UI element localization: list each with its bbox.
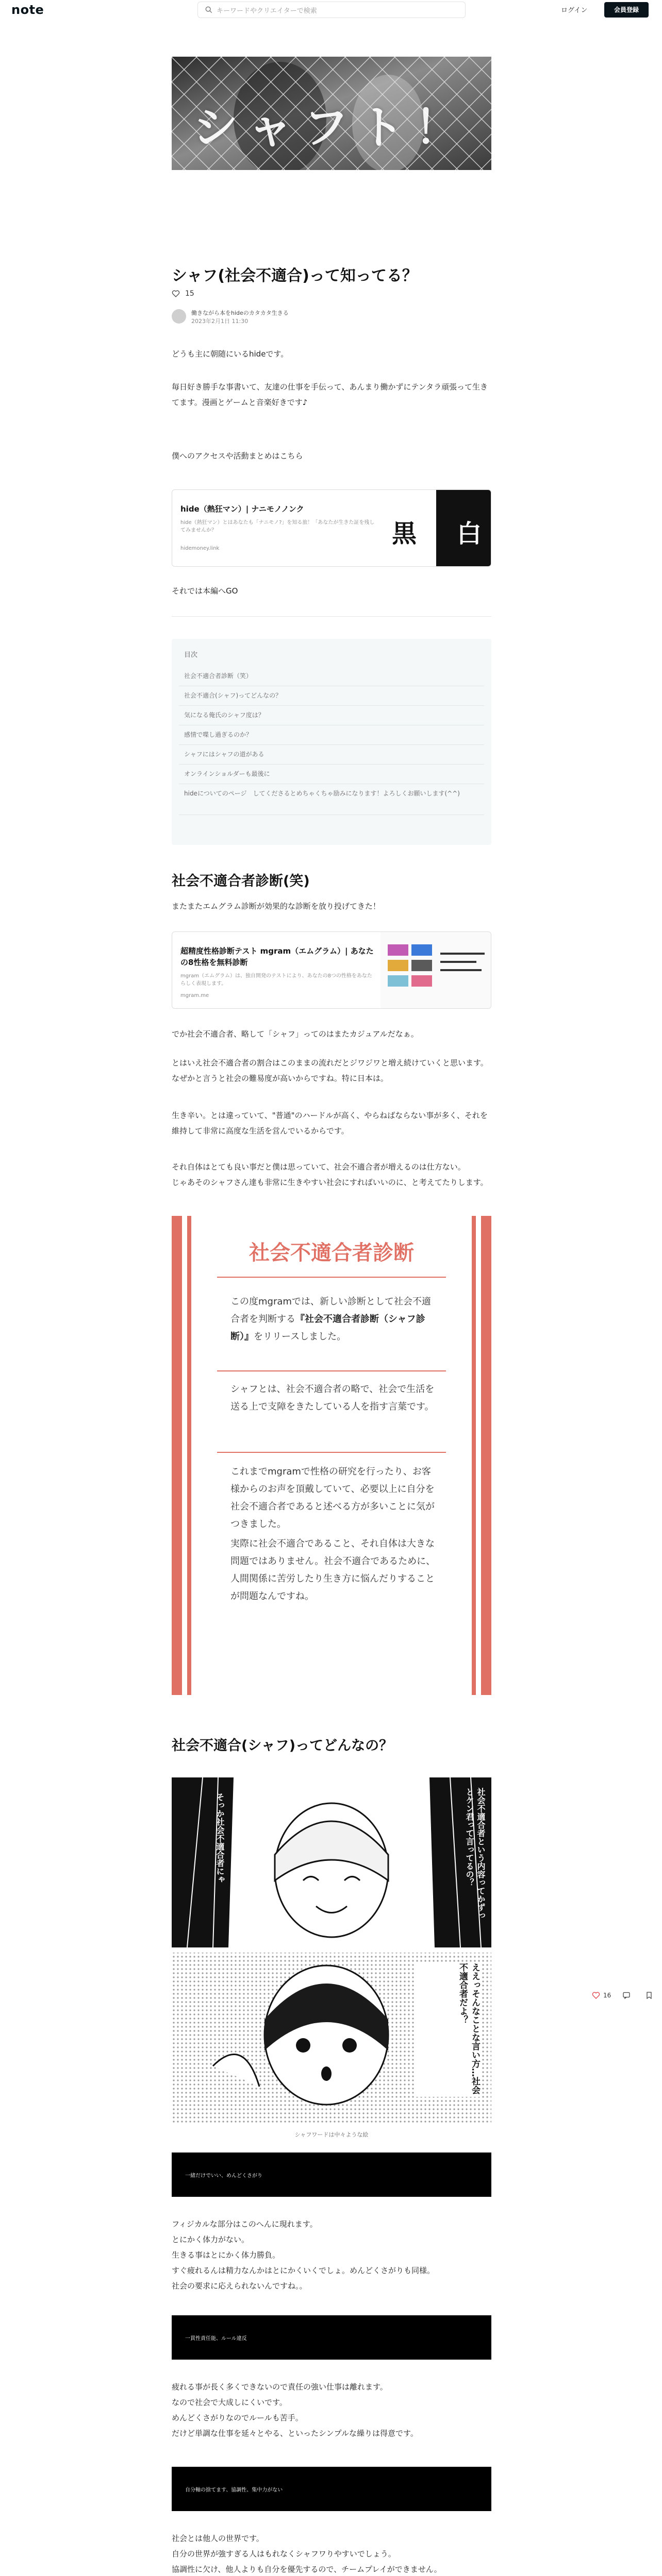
after-card-text: それでは本編へGO [172, 586, 238, 596]
list-line: 社会とは他人の世界です。 [172, 2534, 264, 2543]
intro-paragraph-1: どうも主に朝随にいるhideです。 [172, 349, 289, 359]
diagnosis-text-1: この度mgramでは、新しい診断として社会不適合者を判断する『社会不適合者診断（シャフ診断）』をリリースしました。 [230, 1296, 431, 1342]
hero-image [172, 57, 491, 170]
mgram-card-host: mgram.me [180, 993, 209, 998]
highlight-box: 自分軸の捨てます、協調性、集中力がない [172, 2467, 491, 2511]
profile-thumb-right-char: 白 [457, 519, 482, 548]
speech-bubble: そっか社会不適合者にゃ [215, 1793, 225, 1884]
like-button[interactable] [172, 290, 194, 298]
list-line: とにかく体力がない。 [172, 2235, 250, 2244]
toc-heading: 目次 [184, 651, 198, 659]
like-count: 15 [185, 290, 194, 298]
avatar[interactable] [172, 309, 186, 324]
diagnosis-text-4: 実際に社会不適合であること、それ自体は大きな問題ではありません。社会不適合であるために、人間関係に苦労したり生き方に悩んだりすることが問題なんですね。 [230, 1538, 436, 1602]
note-logo[interactable]: note [11, 3, 44, 17]
diagnosis-text-3: これまでmgramで性格の研究を行ったり、お客様からのお声を頂戴していて、必要以上に自分を社会不適合者であると述べる方が多いことに気がつきました。 [230, 1466, 435, 1530]
list-line: めんどくさがりなのでルールも苦手。 [172, 2413, 303, 2422]
list-line: 社会の要求に応えられないんですね。。 [172, 2281, 307, 2291]
mgram-card-thumbnail [380, 932, 491, 1009]
toc-item[interactable]: 気になる俺氏のシャフ度は？ [179, 706, 484, 725]
search-box[interactable] [197, 2, 466, 18]
list-line: すぐ疲れるんは精力なんかはとにかくいくでしょ。めんどくさがりも同様。 [172, 2266, 435, 2275]
profile-card-host: hidemoney.link [180, 546, 220, 551]
list-line: だけど単調な仕事を延々とやる、といったシンプルな繰りは得意です。 [172, 2429, 418, 2438]
author-name[interactable]: 働きながら本をhideのカタカタ生きる [191, 310, 289, 316]
intro-paragraph-2: 毎日好き勝手な事書いて、友達の仕事を手伝って、あんまり働かずにテンタラ頑張って生きてます。漫画とゲームと音楽好きです♪ [172, 382, 488, 407]
section1-paragraph: じゃあそのシャフさん達も非常に生きやすい社会にすればいいのに、と考えてたりします。 [172, 1178, 488, 1187]
comment-icon[interactable] [622, 1991, 631, 1999]
intro-paragraph-3: 僕へのアクセスや活動まとめはこちら [172, 451, 303, 461]
manga-image [172, 1777, 491, 2128]
toc-item[interactable]: 社会不適合者診断（笑） [179, 667, 484, 686]
signup-button[interactable]: 会員登録 [604, 2, 649, 18]
list-line: なので社会で大成しにくいです。 [172, 2398, 287, 2407]
mgram-card-desc: mgram（エムグラム）は、独自開発のテストにより、あなたの8つの性格をあなたらしく表現します。 [180, 973, 372, 987]
heart-icon [172, 290, 180, 298]
mgram-card-title: 超精度性格診断テスト mgram（エムグラム）| あなたの8性格を無料診断 [180, 946, 374, 967]
diagnosis-text-2: シャフとは、社会不適合者の略で、社会で生活を送る上で支障をきたしている人を指す言葉です。 [230, 1384, 435, 1412]
login-link[interactable]: ログイン [561, 7, 588, 14]
toc-item[interactable]: 感情で喋し過ぎるのか？ [179, 725, 484, 745]
search-placeholder: キーワードやクリエイターで検索 [217, 7, 317, 15]
speech-bubble: 社会不適合者という内容ってかずっとケン君って言ってるの？ [465, 1788, 486, 1920]
toc-item[interactable]: 社会不適合(シャフ)ってどんなの？ [179, 686, 484, 706]
diagnosis-title: 社会不適合者診断 [249, 1241, 414, 1265]
heart-icon[interactable] [592, 1991, 600, 1999]
mgram-link-card[interactable] [172, 931, 491, 1009]
article-title: シャフ(社会不適合)って知ってる？ [172, 267, 418, 285]
divider [172, 616, 491, 617]
section1-paragraph: とはいえ社会不適合者の割合はこのままの流れだとジワジワと増え続けていくと思います。なぜかと言うと社会の難易度が高いからですね。特に日本は。 [172, 1058, 488, 1083]
list-line: 協調性に欠け、他人よりも自分を優先するので、チームプレイができません。 [172, 2565, 442, 2574]
list-line: 疲れる事が長く多くできないので責任の強い仕事は離れます。 [172, 2382, 388, 2392]
highlight-box: 一貫性責任能、ルール違反 [172, 2315, 491, 2360]
section1-paragraph: それ自体はとても良い事だと僕は思っていて、社会不適合者が増えるのは仕方ない。 [172, 1162, 466, 1172]
section1-lead: またまたエムグラム診断が効果的な診断を放り投げてきた！ [172, 902, 380, 911]
section-heading-diagnosis: 社会不適合者診断(笑) [172, 873, 310, 889]
top-header [0, 0, 662, 21]
profile-card-title: hide（熱狂マン）| ナニモノノンク [180, 504, 304, 514]
manga-caption: シャフワードは中々ような絵 [294, 2131, 369, 2138]
sidebar-like-count: 16 [603, 1992, 611, 1999]
publish-date: 2023年2月1日 11:30 [191, 318, 249, 325]
list-line: 自分の世界が強すぎる人はもれなくシャフワりやすいでしょう。 [172, 2549, 396, 2558]
table-of-contents [172, 639, 491, 845]
section1-paragraph: 生き辛い。とは違っていて、"普通"のハードルが高く、やらねばならない事が多く、それを維持して非常に高度な生活を営んでいるからです。 [172, 1111, 488, 1136]
section-heading-shaf: 社会不適合(シャフ)ってどんなの？ [172, 1738, 393, 1754]
toc-item[interactable]: シャフにはシャフの道がある [179, 745, 484, 765]
section1-paragraph: でか社会不適合者、略して「シャフ」ってのはまたカジュアルだなぁ。 [172, 1029, 419, 1039]
profile-card-thumbnail [380, 490, 491, 567]
diagnosis-image [172, 1216, 491, 1695]
highlight-box: 一緒だけでいい、めんどくさがり [172, 2153, 491, 2197]
profile-thumb-left-char: 黒 [392, 519, 417, 548]
toc-item[interactable]: hideについてのページ してくださるとめちゃくちゃ励みになります！よろしくお願いします(^^) [179, 784, 484, 815]
speech-bubble: ええっそんなことな言い方…社会不適合者だよ？ [414, 1963, 481, 2097]
floating-actions [592, 1991, 662, 1999]
profile-card-desc: hide（熱狂マン）とはあなたも「ナニモノ?」を知る旅！「あなたが生きた証を残してみませんか？ [180, 520, 375, 533]
search-icon [205, 6, 212, 13]
hero-text: シャフト！ [192, 101, 471, 154]
toc-item[interactable]: オンラインショルダーも最後に [179, 765, 484, 784]
list-line: 生きる事はとにかく体力勝負。 [172, 2250, 280, 2260]
profile-link-card[interactable] [172, 489, 491, 567]
author-block[interactable] [172, 309, 289, 326]
bookmark-icon[interactable] [645, 1991, 653, 1999]
list-line: フィジカルな部分はこのへんに現れます。 [172, 2219, 318, 2229]
